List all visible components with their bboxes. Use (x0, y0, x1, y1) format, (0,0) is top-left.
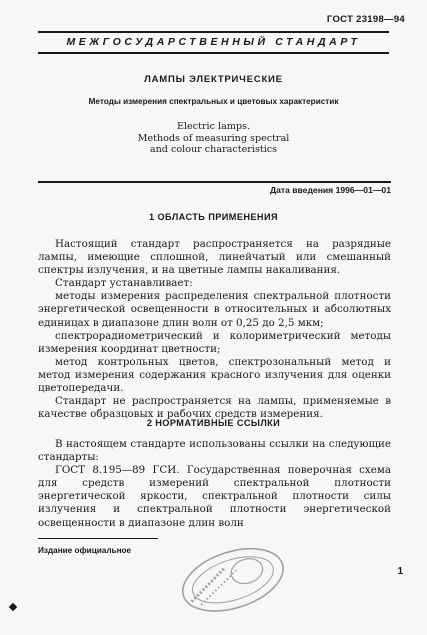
body-paragraph: методы измерения распределения спектральной плотности энергетической освещенности в относительных и абсолютных единицах в диапазоне длин волн от 0,25 до 2,5 мкм; (38, 290, 391, 329)
english-title-line: and colour characteristics (149, 144, 278, 155)
standard-banner: МЕЖГОСУДАРСТВЕННЫЙ СТАНДАРТ (66, 36, 361, 48)
footer-rule (38, 538, 158, 539)
document-subtitle: Методы измерения спектральных и цветовых характеристик (88, 97, 339, 106)
date-top-rule (38, 181, 391, 183)
section-body (38, 238, 391, 421)
library-stamp (168, 536, 296, 618)
section-heading: 2 НОРМАТИВНЫЕ ССЫЛКИ (146, 418, 281, 428)
body-paragraph: ГОСТ 8.195—89 ГСИ. Государственная поверочная схема для средств измерений спектральной плотности энергетической яркости, спектральной плотности силы излучения и спектральной плотности энергетической освещенности в диапазоне длин волн (38, 464, 391, 529)
section-body (38, 438, 391, 530)
body-paragraph: метод контрольных цветов, спектрозональный метод и метод измерения содержания красного излучения для оценки цветопередачи. (38, 355, 391, 395)
body-paragraph: В настоящем стандарте использованы ссылки на следующие стандарты: (38, 438, 391, 464)
banner-top-rule (38, 31, 389, 33)
english-title-line: Electric lamps. (176, 121, 251, 132)
stamp-graphic (168, 536, 296, 618)
english-title-line: Methods of measuring spectral (137, 132, 290, 144)
english-title (30, 121, 397, 156)
official-edition-label: Издание официальное (38, 546, 132, 555)
introduction-date: Дата введения 1996—01—01 (269, 185, 391, 195)
corner-mark (9, 603, 17, 611)
section-heading: 1 ОБЛАСТЬ ПРИМЕНЕНИЯ (149, 212, 278, 222)
body-paragraph: Настоящий стандарт распространяется на разрядные лампы, имеющие сплошной, линейчатый или смешанный спектры излучения, и на цветные лампы накаливания. (38, 238, 391, 277)
banner-bottom-rule (38, 52, 389, 54)
document-title: ЛАМПЫ ЭЛЕКТРИЧЕСКИЕ (144, 74, 283, 85)
document-code: ГОСТ 23198—94 (326, 14, 405, 25)
body-paragraph: Стандарт устанавливает: (55, 277, 193, 290)
page-number: 1 (397, 566, 403, 577)
body-paragraph: Стандарт не распространяется на лампы, применяемые в качестве образцовых и рабочих средств измерения. (38, 395, 391, 421)
body-paragraph: спектрорадиометрический и колориметрический методы измерения координат цветности; (38, 329, 391, 355)
